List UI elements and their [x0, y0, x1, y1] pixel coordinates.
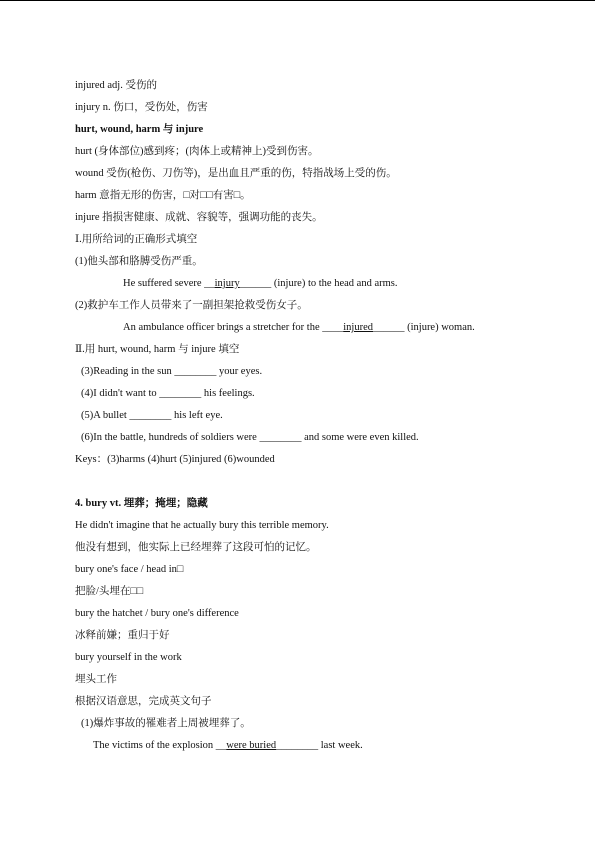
question-2-chinese: (2)救护车工作人员带来了一副担架抢救受伤女子。 [75, 300, 308, 311]
question-1-sentence [123, 277, 397, 291]
phrase-bury-face: bury one's face / head in□ [75, 564, 184, 575]
sentence-part: He suffered severe __ [123, 278, 215, 289]
definition-wound: wound 受伤(枪伤、刀伤等)，是出血且严重的伤，特指战场上受的伤。 [75, 168, 397, 179]
exercise-bury-heading: 根据汉语意思，完成英文句子 [75, 696, 212, 707]
question-5: (5)A bullet ________ his left eye. [81, 410, 223, 421]
answer-blank: were buried [226, 740, 277, 751]
phrase-bury-yourself: bury yourself in the work [75, 652, 182, 663]
answer-blank: injury [214, 278, 240, 289]
example-sentence-chinese: 他没有想到，他实际上已经埋葬了这段可怕的记忆。 [75, 542, 317, 553]
question-bury-1-chinese: (1)爆炸事故的罹难者上周被埋葬了。 [81, 718, 251, 729]
question-4: (4)I didn't want to ________ his feelings. [81, 388, 255, 399]
exercise-2-heading: Ⅱ.用 hurt, wound, harm 与 injure 填空 [75, 344, 240, 355]
vocab-injured: injured adj. 受伤的 [75, 80, 157, 91]
question-6: (6)In the battle, hundreds of soldiers were ________ and some were even killed. [81, 432, 419, 443]
answer-keys: Keys：(3)harms (4)hurt (5)injured (6)wounded [75, 454, 275, 465]
section-heading-bury: 4. bury vt. 埋葬；掩埋；隐藏 [75, 498, 208, 509]
example-sentence-english: He didn't imagine that he actually bury this terrible memory. [75, 520, 329, 531]
sentence-part: ______ (injure) woman. [372, 322, 475, 333]
question-bury-1-sentence [93, 739, 363, 753]
vocab-injury: injury n. 伤口，受伤处，伤害 [75, 102, 208, 113]
question-3: (3)Reading in the sun ________ your eyes. [81, 366, 263, 377]
sentence-part: An ambulance officer brings a stretcher for the ____ [123, 322, 344, 333]
definition-hurt: hurt (身体部位)感到疼；(肉体上或精神上)受到伤害。 [75, 146, 319, 157]
sentence-part: ______ (injure) to the head and arms. [239, 278, 398, 289]
phrase-bury-yourself-meaning: 埋头工作 [75, 674, 117, 685]
question-2-sentence [123, 321, 475, 335]
phrase-bury-hatchet: bury the hatchet / bury one's difference [75, 608, 239, 619]
exercise-1-heading: Ⅰ.用所给词的正确形式填空 [75, 234, 198, 245]
phrase-bury-hatchet-meaning: 冰释前嫌；重归于好 [75, 630, 170, 641]
definition-harm: harm 意指无形的伤害，□对□□有害□。 [75, 190, 251, 201]
top-border-line [0, 0, 595, 1]
sentence-part: ________ last week. [276, 740, 363, 751]
answer-blank: injured [343, 322, 373, 333]
section-heading-hurt-wound-harm-injure: hurt, wound, harm 与 injure [75, 124, 204, 135]
question-1-chinese: (1)他头部和胳膊受伤严重。 [75, 256, 203, 267]
sentence-part: The victims of the explosion __ [93, 740, 227, 751]
phrase-bury-face-meaning: 把脸/头埋在□□ [75, 586, 144, 597]
definition-injure: injure 指损害健康、成就、容貌等，强调功能的丧失。 [75, 212, 323, 223]
